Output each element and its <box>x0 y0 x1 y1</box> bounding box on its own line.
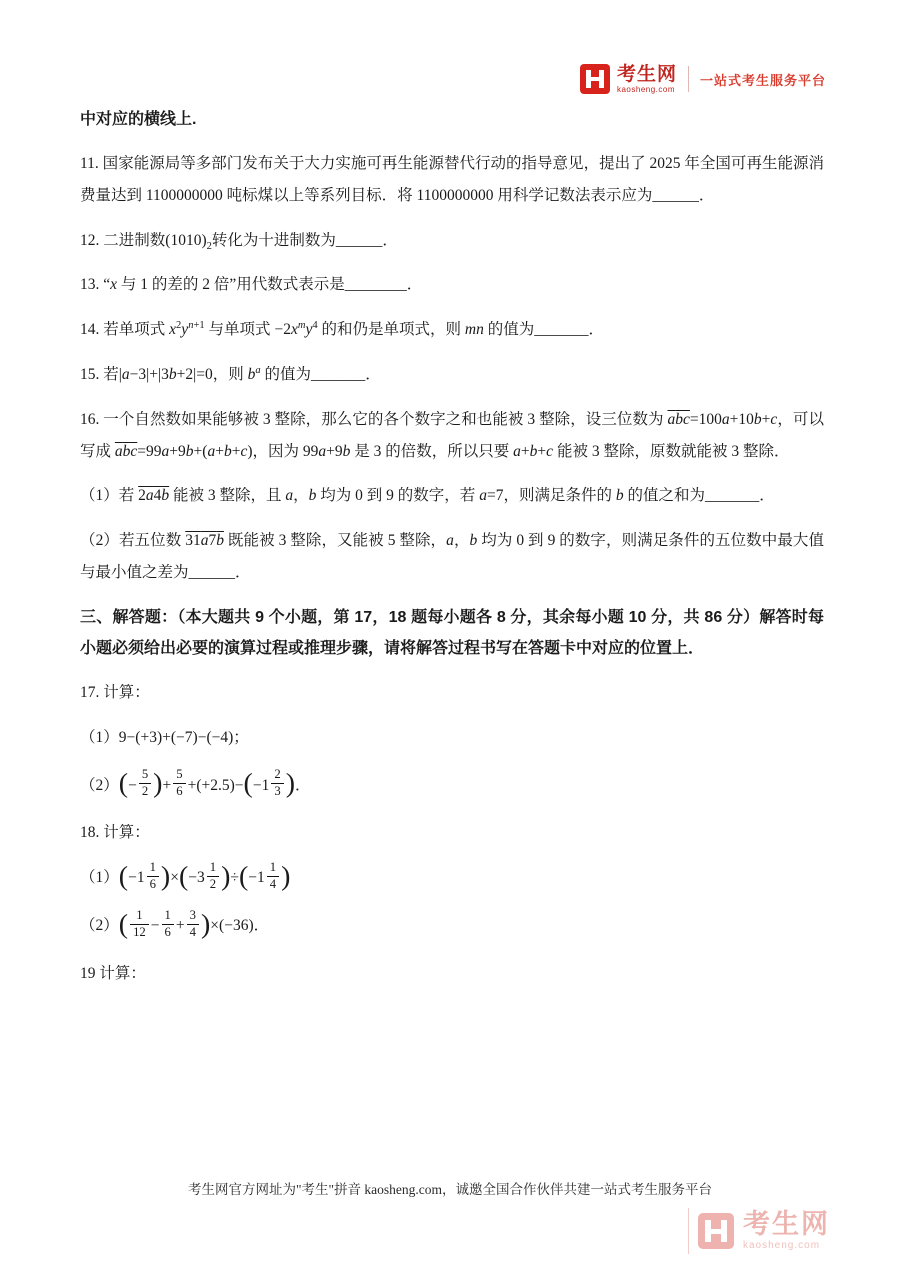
question-19: 19 计算： <box>80 965 146 982</box>
kaosheng-logo-icon <box>580 64 610 94</box>
footer-watermark <box>688 1208 830 1254</box>
logo-text-block <box>617 65 677 94</box>
question-17-part-1: （1）9−(+3)+(−7)−(−4)； <box>80 728 249 746</box>
logo-icon-bar <box>586 77 604 81</box>
question-11: 11. 国家能源局等多部门发布关于大力实施可再生能源替代行动的指导意见，提出了 2025 年全国可再生能源消费量达到 1100000000 吨标煤以上等系列目标．将 1100000000 用科学记数法表示应为______． <box>80 155 824 204</box>
site-logo <box>580 64 826 94</box>
section-three-header: 三、解答题：（本大题共 9 个小题，第 17，18 题每小题各 8 分，其余每小题 10 分，共 86 分）解答时每小题必须给出必要的演算过程或推理步骤，请将解答过程书写在答题卡中对应的位置上． <box>80 608 824 657</box>
question-14: 14. 若单项式 $x^2y^{n+1}$ 与单项式 $-2x^my^4$ 的和仍是单项式，则 mn 的值为_______． <box>80 320 604 339</box>
question-15: 15. 若|a−3|+|3b+2|=0，则 $b^a$ 的值为_______． <box>80 364 381 384</box>
watermark-text-block <box>743 1211 830 1251</box>
logo-divider <box>688 66 689 92</box>
question-18-part-1: （1）(−1 $\frac{1}{6}$ )×(−3 $\frac{1}{2}$ )÷(−1 $\frac{1}{4}$ ) <box>80 860 291 893</box>
logo-tagline: 一站式考生服务平台 <box>699 72 826 88</box>
watermark-brand: 考生网 <box>743 1209 830 1239</box>
section-two-tail: 中对应的横线上. <box>80 111 197 128</box>
watermark-logo-icon <box>698 1213 734 1249</box>
question-13: 13. “x 与 1 的差的 2 倍”用代数式表示是________． <box>80 276 423 294</box>
footer-note: 考生网官方网址为"考生"拼音 kaosheng.com，诚邀全国合作伙伴共建一站式考生服务平台 <box>187 1182 712 1197</box>
question-16-part-1: （1）若 2a4b 能被 3 整除，且 a，b 均为 0 到 9 的数字，若 a=7，则满足条件的 b 的值之和为_______． <box>80 487 775 505</box>
question-17-part-2: （2）(− $\frac{5}{2}$ )+ $\frac{5}{6}$ +(+2.5)−(−1 $\frac{2}{3}$ )． <box>80 767 311 800</box>
question-17: 17. 计算： <box>80 683 150 701</box>
question-18-part-2: （2）( $\frac{1}{12}$ − $\frac{1}{6}$ + $\frac{3}{4}$ )×(−36)． <box>80 908 270 940</box>
watermark-icon-bar <box>705 1229 727 1234</box>
question-16-part-2: （2）若五位数 31a7b 既能被 3 整除，又能被 5 整除，a，b 均为 0 到 9 的数字，则满足条件的五位数中最大值与最小值之差为______． <box>80 532 824 581</box>
watermark-divider <box>688 1208 689 1254</box>
watermark-domain: kaosheng.com <box>743 1240 821 1251</box>
document-body <box>80 104 824 1003</box>
question-18: 18. 计算： <box>80 824 150 842</box>
logo-domain: kaosheng.com <box>616 84 675 94</box>
question-16: 16. 一个自然数如果能够被 3 整除，那么它的各个数字之和也能被 3 整除，设三位数为 abc=100a+10b+c，可以写成 abc=99a+9b+(a+b+c)，因为 99a+9b 是 3 的倍数，所以只要 a+b+c 能被 3 整除，原数就能被 3 整除． <box>80 410 824 460</box>
question-12: 12. 二进制数$(1010)_2$转化为十进制数为______． <box>80 231 398 252</box>
logo-brand: 考生网 <box>616 63 677 85</box>
